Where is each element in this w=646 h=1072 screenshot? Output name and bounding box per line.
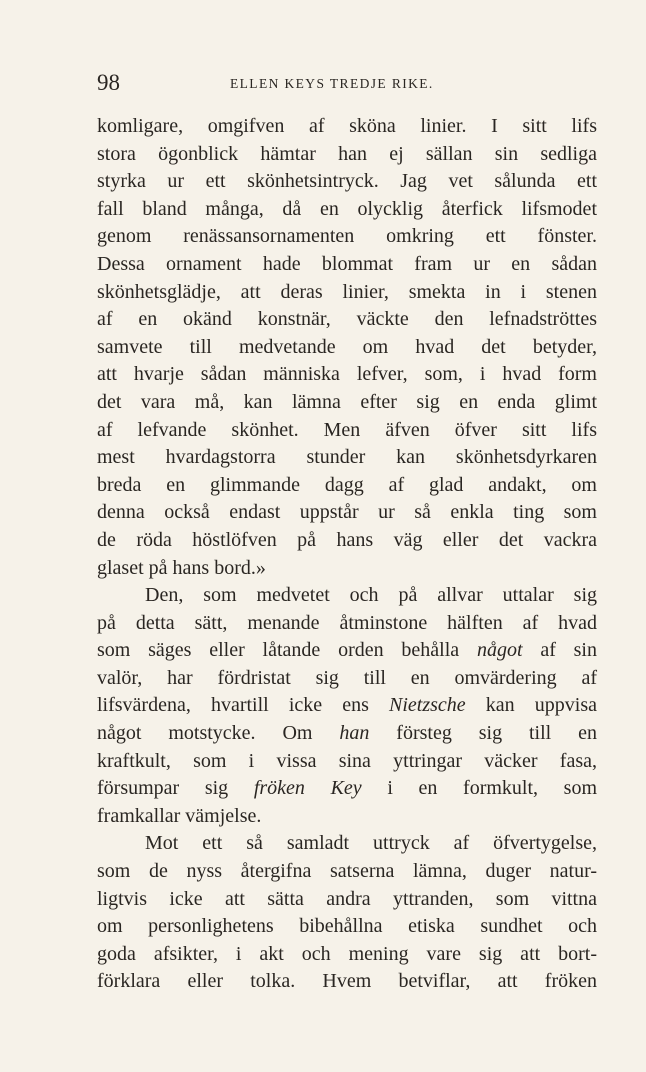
text-segment: styrka ur ett skönhetsintryck. Jag vet sålunda ett <box>97 170 597 193</box>
text-line <box>97 141 597 169</box>
text-segment: i en formkult, som <box>361 777 598 800</box>
text-segment: försumpar sig <box>97 777 254 800</box>
text-line <box>97 692 597 720</box>
text-segment: på detta sätt, menande åtminstone hälften af hvad <box>97 611 597 634</box>
text-line <box>97 665 597 693</box>
text-line <box>97 168 597 196</box>
text-line <box>97 499 597 527</box>
text-line <box>97 555 597 583</box>
text-line <box>97 720 597 748</box>
text-segment: fall bland många, då en olycklig återfick lifsmodet <box>97 197 597 220</box>
italic-text: han <box>339 722 370 745</box>
text-line <box>97 389 597 417</box>
text-segment: skönhetsglädje, att deras linier, smekta in i stenen <box>97 280 597 303</box>
text-segment: ligtvis icke att sätta andra yttranden, som vittna <box>97 887 597 910</box>
text-segment: det vara må, kan lämna efter sig en enda glimt <box>97 390 597 413</box>
text-line <box>97 913 597 941</box>
text-line <box>97 830 597 858</box>
text-segment: samvete till medvetande om hvad det betyder, <box>97 335 597 358</box>
text-line <box>97 968 597 996</box>
text-segment: Den, som medvetet och på allvar uttalar sig <box>145 584 597 607</box>
text-segment: framkallar vämjelse. <box>97 804 262 827</box>
text-line <box>97 610 597 638</box>
text-line <box>97 803 597 831</box>
text-segment: mest hvardagstorra stunder kan skönhetsdyrkaren <box>97 446 597 469</box>
text-line <box>97 858 597 886</box>
text-segment: komligare, omgifven af sköna linier. I sitt lifs <box>97 115 597 137</box>
page-header <box>97 70 597 96</box>
text-segment: som de nyss återgifna satserna lämna, duger natur- <box>97 860 597 883</box>
text-segment: genom renässansornamenten omkring ett fönster. <box>97 225 597 248</box>
text-segment: kraftkult, som i vissa sina yttringar väcker fasa, <box>97 749 597 772</box>
text-segment: Dessa ornament hade blommat fram ur en sådan <box>97 252 597 275</box>
body-text <box>97 113 597 996</box>
text-line <box>97 941 597 969</box>
text-line <box>97 223 597 251</box>
text-segment: valör, har fördristat sig till en omvärdering af <box>97 666 597 689</box>
text-segment: som säges eller låtande orden behålla <box>97 639 477 662</box>
text-line <box>97 279 597 307</box>
text-segment: Mot ett så samladt uttryck af öfvertygelse, <box>145 832 597 855</box>
text-segment: om personlighetens bibehållna etiska sundhet och <box>97 915 597 938</box>
text-line <box>97 637 597 665</box>
text-segment: att hvarje sådan människa lefver, som, i hvad form <box>97 363 597 386</box>
italic-text: Nietzsche <box>389 694 466 717</box>
text-line <box>97 417 597 445</box>
text-segment: breda en glimmande dagg af glad andakt, om <box>97 473 597 496</box>
text-segment: lifsvärdena, hvartill icke ens <box>97 694 390 717</box>
text-segment: af sin <box>522 639 597 662</box>
text-line <box>97 582 597 610</box>
text-segment: glaset på hans bord.» <box>97 556 266 579</box>
text-segment: försteg sig till en <box>369 722 597 745</box>
text-line <box>97 306 597 334</box>
text-line <box>97 444 597 472</box>
text-segment: denna också endast uppstår ur så enkla ting som <box>97 501 597 524</box>
running-head: ELLEN KEYS TREDJE RIKE. <box>230 76 434 91</box>
page-number: 98 <box>97 70 120 95</box>
text-segment: af en okänd konstnär, väckte den lefnadströttes <box>97 308 597 331</box>
text-line <box>97 334 597 362</box>
italic-text: fröken Key <box>253 777 362 800</box>
text-line <box>97 113 597 141</box>
italic-text: något <box>476 639 523 662</box>
text-line <box>97 886 597 914</box>
text-line <box>97 251 597 279</box>
text-line <box>97 472 597 500</box>
text-segment: förklara eller tolka. Hvem betviflar, att fröken <box>97 970 597 993</box>
text-segment: något motstycke. Om <box>97 722 340 745</box>
text-segment: stora ögonblick hämtar han ej sällan sin sedliga <box>97 142 597 165</box>
text-segment: de röda höstlöfven på hans väg eller det vackra <box>97 528 597 551</box>
text-line <box>97 361 597 389</box>
text-segment: af lefvande skönhet. Men äfven öfver sitt lifs <box>97 418 597 441</box>
text-line <box>97 775 597 803</box>
text-segment: goda afsikter, i akt och mening vare sig att bort- <box>97 942 597 965</box>
text-line <box>97 748 597 776</box>
text-segment: kan uppvisa <box>465 694 597 717</box>
text-line <box>97 196 597 224</box>
text-line <box>97 527 597 555</box>
